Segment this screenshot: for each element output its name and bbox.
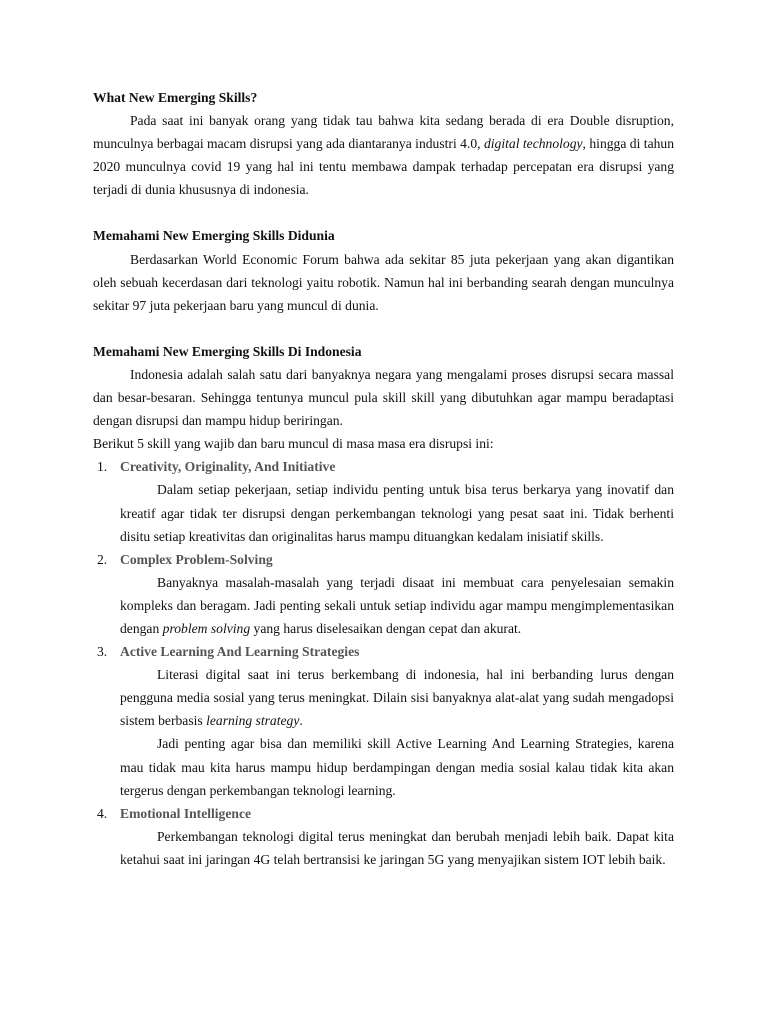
- section-heading: Memahami New Emerging Skills Didunia: [93, 228, 335, 244]
- list-item: [93, 802, 674, 871]
- paragraph: [120, 571, 674, 640]
- spacer: [93, 201, 674, 224]
- skill-title: Creativity, Originality, And Initiative: [120, 459, 336, 475]
- section-heading: What New Emerging Skills?: [93, 90, 258, 105]
- skill-title: Active Learning And Learning Strategies: [120, 644, 360, 660]
- paragraph-text: Pada saat ini banyak orang yang tidak tau bahwa kita sedang berada di era Double disruption, munculnya berbagai macam disrupsi yang ada diantaranya industri 4.0,: [93, 113, 674, 152]
- list-number: 4.: [97, 805, 108, 821]
- paragraph-text: Literasi digital saat ini terus berkembang di indonesia, hal ini berbanding lurus dengan pengguna media sosial yang terus meningkat. Dilain sisi banyaknya alat-alat yang sudah mengadopsi sistem berbasis: [120, 667, 674, 729]
- list-item: [93, 640, 674, 802]
- paragraph: Berdasarkan World Economic Forum bahwa ada sekitar 85 juta pekerjaan yang akan digantikan oleh sebuah kecerdasan dari teknologi yaitu robotik. Namun hal ini berbanding searah dengan munculnya sekitar 97 juta pekerjaan baru yang muncul di dunia.: [93, 251, 674, 313]
- list-intro: Berikut 5 skill yang wajib dan baru muncul di masa masa era disrupsi ini:: [93, 436, 494, 452]
- emphasis-text: digital technology: [483, 136, 583, 152]
- paragraph: [120, 663, 674, 732]
- paragraph: Perkembangan teknologi digital terus meningkat dan berubah menjadi lebih baik. Dapat kita ketahui saat ini jaringan 4G telah bertransisi ke jaringan 5G yang menyajikan sistem IOT lebih baik.: [120, 828, 674, 867]
- section-heading: Memahami New Emerging Skills Di Indonesia: [93, 343, 362, 359]
- skill-title: Complex Problem-Solving: [120, 551, 273, 567]
- list-number: 1.: [97, 459, 108, 475]
- list-item: [93, 455, 674, 547]
- paragraph-text: Banyaknya masalah-masalah yang terjadi disaat ini membuat cara penyelesaian semakin kompleks dan beragam. Jadi penting sekali untuk setiap individu agar mampu mengimplementasikan dengan: [120, 574, 674, 636]
- list-number: 3.: [97, 644, 108, 660]
- paragraph-text: , hingga di tahun 2020 munculnya covid 19 yang hal ini tentu membawa dampak terhadap percepatan era disrupsi yang terjadi di dunia khususnya di indonesia.: [93, 136, 674, 198]
- emphasis-text: problem solving: [162, 620, 251, 636]
- paragraph: Dalam setiap pekerjaan, setiap individu penting untuk bisa terus berkarya yang inovatif dan kreatif agar tidak ter disrupsi dengan perkembangan teknologi yang pesat saat ini. Tidak berhenti disitu setiap kreativitas dan originalitas harus mampu dituangkan kedalam inisiatif skills.: [120, 482, 674, 544]
- skill-title: Emotional Intelligence: [120, 805, 252, 821]
- spacer: [93, 317, 674, 340]
- paragraph: Indonesia adalah salah satu dari banyaknya negara yang mengalami proses disrupsi secara massal dan besar-besaran. Sehingga tentunya muncul pula skill skill yang dibutuhkan agar mampu beradaptasi dengan disrupsi dan mampu hidup beriringan.: [93, 366, 674, 429]
- paragraph: Jadi penting agar bisa dan memiliki skill Active Learning And Learning Strategies, karena mau tidak mau kita harus mampu hidup berdampingan dengan media sosial kalau tidak kita akan tergerus dengan perkembangan teknologi learning.: [120, 736, 674, 798]
- list-item: [93, 548, 674, 640]
- paragraph: [93, 109, 674, 201]
- paragraph-text: yang harus diselesaikan dengan cepat dan akurat.: [250, 620, 522, 636]
- emphasis-text: learning strategy: [206, 713, 300, 729]
- list-number: 2.: [97, 551, 108, 567]
- paragraph-text: .: [299, 713, 303, 729]
- skills-list: [93, 455, 674, 871]
